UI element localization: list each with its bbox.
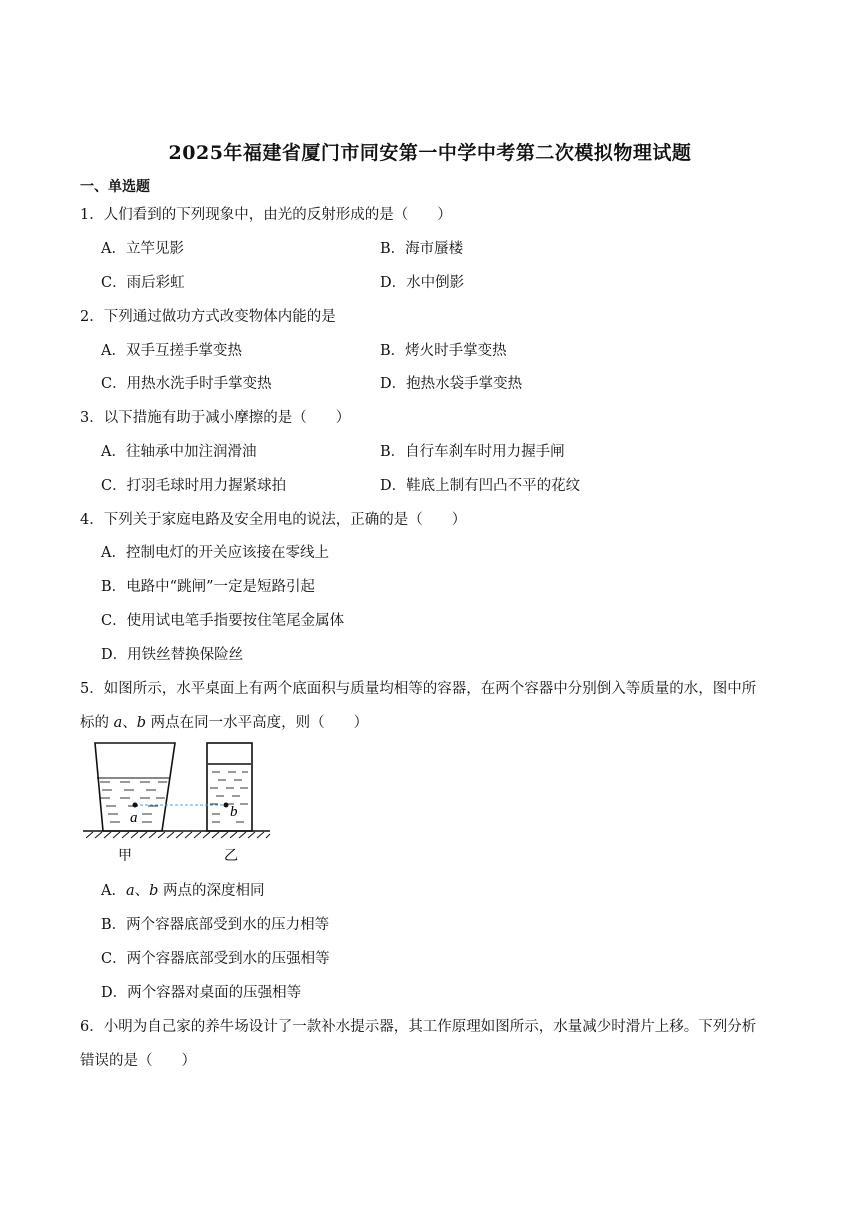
containers-figure [80, 738, 280, 868]
question-4-option-d[interactable]: D．用铁丝替换保险丝 [101, 647, 244, 663]
variable-b: b [136, 715, 147, 731]
question-4-stem: 4．下列关于家庭电路及安全用电的说法，正确的是（ ） [80, 512, 467, 528]
question-6-stem-line-2: 错误的是（ ） [80, 1053, 196, 1069]
question-5-option-c[interactable]: C．两个容器底部受到水的压强相等 [101, 951, 330, 967]
question-4-option-b[interactable]: B．电路中“跳闸”一定是短路引起 [101, 579, 315, 595]
question-4-option-c[interactable]: C．使用试电笔手指要按住笔尾金属体 [101, 613, 345, 629]
question-1-option-a[interactable]: A．立竿见影 [101, 241, 184, 257]
question-5-option-b[interactable]: B．两个容器底部受到水的压力相等 [101, 917, 330, 933]
question-2-option-d[interactable]: D．抱热水袋手掌变热 [380, 376, 523, 392]
variable-a: a [113, 715, 123, 731]
question-6-stem-line-1: 6．小明为自己家的养牛场设计了一款补水提示器，其工作原理如图所示，水量减少时滑片上移。下列分析 [80, 1019, 757, 1035]
question-3-option-b[interactable]: B．自行车刹车时用力握手闸 [380, 444, 565, 460]
question-2-option-c[interactable]: C．用热水洗手时手掌变热 [101, 376, 272, 392]
section-heading: 一、单选题 [80, 179, 150, 195]
question-5-stem-line-2 [80, 711, 368, 732]
table-surface [83, 831, 270, 838]
question-1-option-c[interactable]: C．雨后彩虹 [101, 275, 185, 291]
point-b-label: b [230, 804, 238, 820]
question-5-option-d[interactable]: D．两个容器对桌面的压强相等 [101, 985, 302, 1001]
question-5-option-a[interactable] [101, 879, 265, 900]
separator: 、 [134, 883, 150, 899]
question-2-option-a[interactable]: A．双手互搓手掌变热 [101, 343, 242, 359]
question-3-stem: 3．以下措施有助于减小摩擦的是（ ） [80, 410, 351, 426]
container-label-jia: 甲 [118, 848, 132, 864]
question-1-option-b[interactable]: B．海市蜃楼 [380, 241, 464, 257]
question-1-stem: 1．人们看到的下列现象中，由光的反射形成的是（ ） [80, 207, 452, 223]
stem-text: 标的 [80, 715, 114, 731]
point-b [224, 803, 229, 808]
separator: 、 [122, 715, 137, 731]
point-a [133, 803, 138, 808]
option-prefix: A． [101, 883, 126, 899]
question-3-option-c[interactable]: C．打羽毛球时用力握紧球拍 [101, 478, 287, 494]
exam-title: 2025年福建省厦门市同安第一中学中考第二次模拟物理试题 [168, 142, 692, 164]
question-3-option-d[interactable]: D．鞋底上制有凹凸不平的花纹 [380, 478, 581, 494]
option-text: 两点的深度相同 [158, 883, 265, 899]
question-2-option-b[interactable]: B．烤火时手掌变热 [380, 343, 507, 359]
question-3-option-a[interactable]: A．往轴承中加注润滑油 [101, 444, 257, 460]
question-5-stem-line-1: 5．如图所示，水平桌面上有两个底面积与质量均相等的容器，在两个容器中分别倒入等质量的水，图中所 [80, 681, 757, 697]
variable-b: b [149, 883, 159, 899]
variable-a: a [125, 883, 135, 899]
question-2-stem: 2．下列通过做功方式改变物体内能的是 [80, 309, 336, 325]
question-1-option-d[interactable]: D．水中倒影 [380, 275, 465, 291]
question-4-option-a[interactable]: A．控制电灯的开关应该接在零线上 [101, 545, 329, 561]
stem-text: 两点在同一水平高度，则（ ） [146, 715, 369, 731]
container-label-yi: 乙 [224, 848, 238, 864]
point-a-label: a [130, 810, 138, 826]
